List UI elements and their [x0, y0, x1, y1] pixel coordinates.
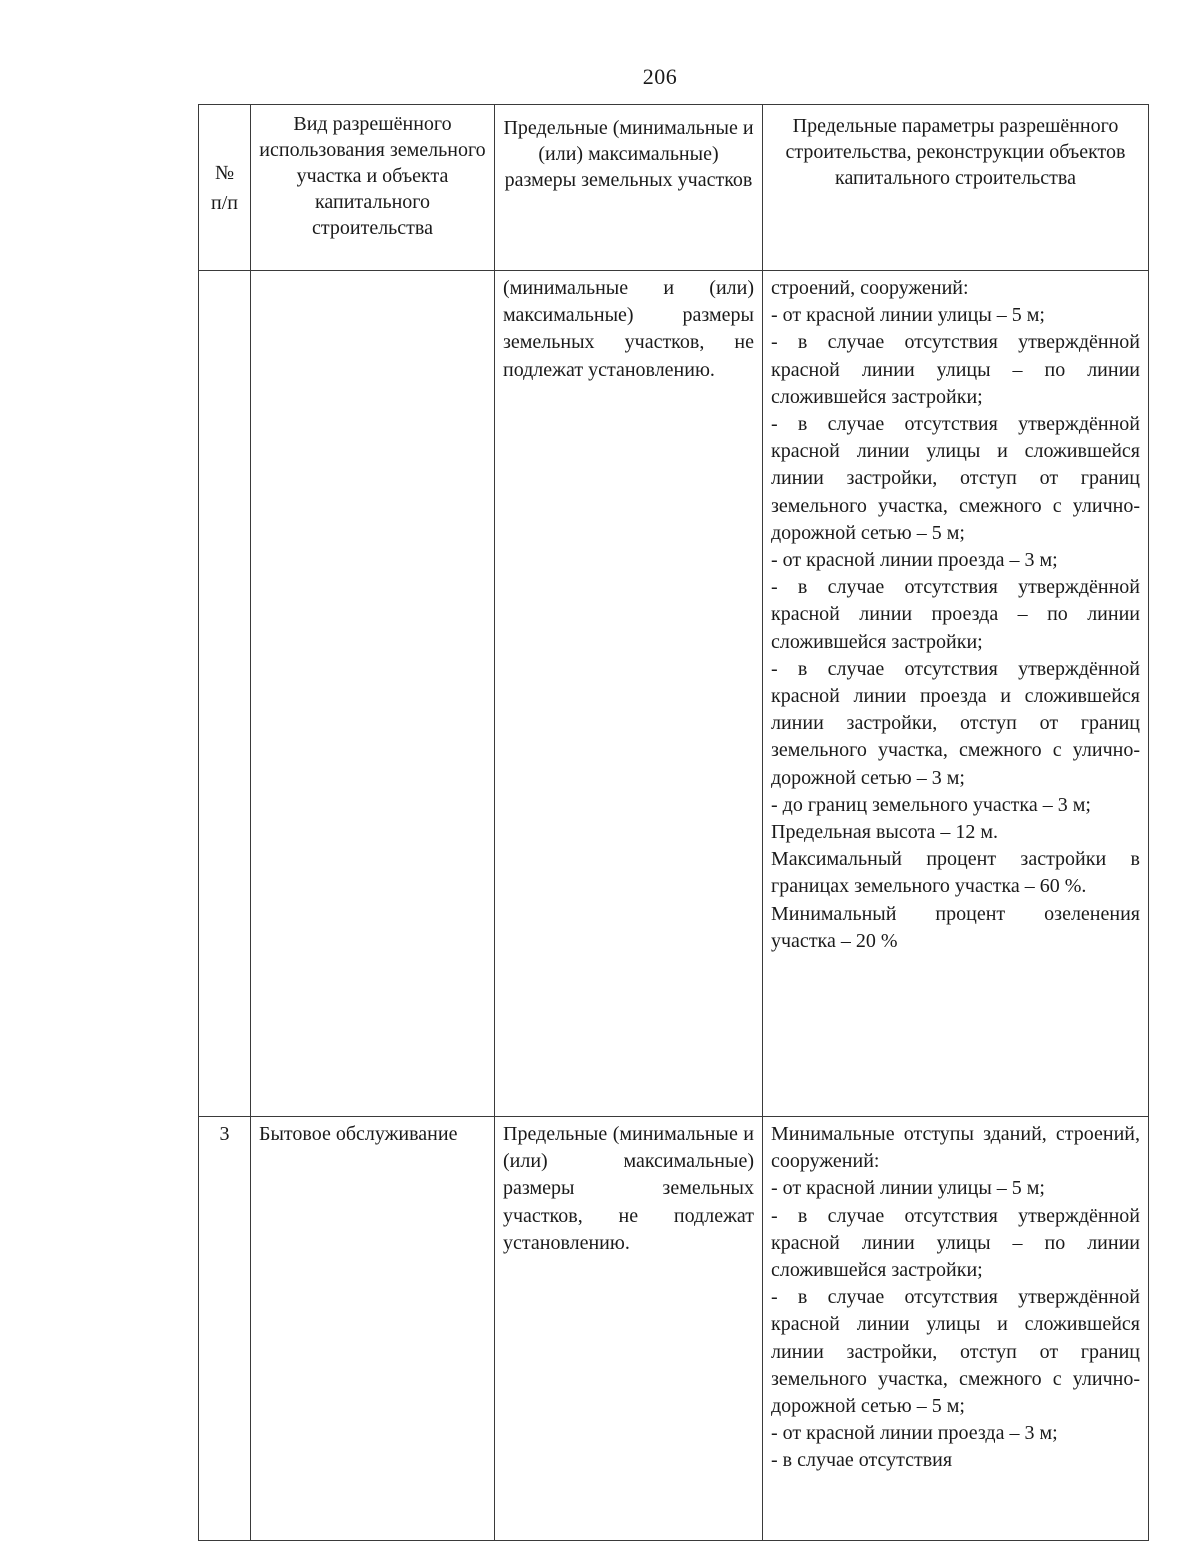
- row-number-cell: [199, 271, 251, 1117]
- build-param-line: - в случае отсутствия утверждённой красной линии проезда и сложившейся линии застройки, отступ от границ земельного участка, смежного с улично-дорожной сетью – 3 м;: [771, 657, 1140, 789]
- build-param-line: - в случае отсутствия утверждённой красной линии улицы – по линии сложившейся застройки;: [771, 1204, 1140, 1282]
- build-param-line: - в случае отсутствия утверждённой красной линии улицы – по линии сложившейся застройки;: [771, 331, 1140, 408]
- build-param-line: - до границ земельного участка – 3 м;: [771, 793, 1091, 816]
- use-type-cell: Бытовое обслуживание: [251, 1117, 495, 1541]
- build-param-line: - в случае отсутствия: [771, 1449, 953, 1472]
- header-plot-sizes: Предельные (минимальные и (или) максимальные) размеры земельных участков: [495, 105, 763, 271]
- use-type-cell: [251, 271, 495, 1117]
- header-use-type: Вид разрешённого использования земельного участка и объекта капитального строительства: [251, 105, 495, 271]
- build-param-line: Минимальные отступы зданий, строений, сооружений:: [771, 1123, 1140, 1173]
- header-number: № п/п: [199, 105, 251, 271]
- page-number: 206: [642, 64, 678, 89]
- table-row: [199, 1117, 1149, 1541]
- build-param-line: - от красной линии проезда – 3 м;: [771, 549, 1058, 572]
- zoning-parameters-table: [198, 104, 1149, 1541]
- row-number-cell: 3: [199, 1117, 251, 1541]
- build-params-cell: [763, 271, 1149, 1117]
- build-param-line: строений, сооружений:: [771, 277, 969, 299]
- build-param-line: Максимальный процент застройки в границах земельного участка – 60 %.: [771, 848, 1140, 898]
- build-param-line: - от красной линии улицы – 5 м;: [771, 304, 1045, 327]
- table-header-row: [199, 105, 1149, 271]
- header-build-params: Предельные параметры разрешённого строительства, реконструкции объектов капитального строительства: [763, 105, 1149, 271]
- table-row: [199, 271, 1149, 1117]
- build-params-cell: [763, 1117, 1149, 1541]
- build-param-line: - в случае отсутствия утверждённой красной линии улицы и сложившейся линии застройки, отступ от границ земельного участка, смежного с улично-дорожной сетью – 5 м;: [771, 413, 1140, 544]
- build-param-line: - в случае отсутствия утверждённой красной линии улицы и сложившейся линии застройки, отступ от границ земельного участка, смежного с улично-дорожной сетью – 5 м;: [771, 1286, 1140, 1418]
- build-param-line: - от красной линии улицы – 5 м;: [771, 1177, 1045, 1200]
- plot-sizes-cell: (минимальные и (или) максимальные) размеры земельных участков, не подлежат установлению.: [495, 271, 763, 1117]
- build-param-line: - от красной линии проезда – 3 м;: [771, 1422, 1058, 1445]
- build-param-line: Минимальный процент озеленения участка – 20 %: [771, 902, 1140, 952]
- plot-sizes-cell: Предельные (минимальные и (или) максимальные) размеры земельных участков, не подлежат установлению.: [495, 1117, 763, 1541]
- build-param-line: - в случае отсутствия утверждённой красной линии проезда – по линии сложившейся застройки;: [771, 576, 1140, 653]
- build-param-line: Предельная высота – 12 м.: [771, 821, 999, 844]
